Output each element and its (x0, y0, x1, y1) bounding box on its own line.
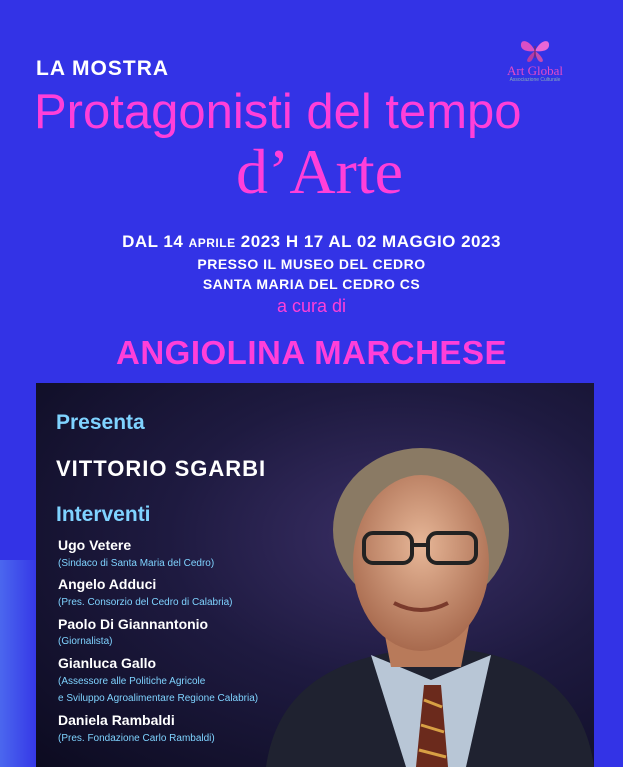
speakers-panel (36, 383, 594, 767)
presenter-portrait (256, 445, 594, 767)
speaker-role: (Assessore alle Politiche Agricole (58, 676, 206, 687)
curator-name: ANGIOLINA MARCHESE (116, 334, 507, 371)
date-prefix: DAL 14 (122, 232, 189, 251)
speaker-role: (Sindaco di Santa Maria del Cedro) (58, 558, 215, 569)
speaker-role: (Pres. Fondazione Carlo Rambaldi) (58, 733, 215, 744)
art-global-logo (500, 38, 570, 83)
date-month: APRILE (188, 236, 236, 250)
interventi-label: Interventi (56, 503, 151, 526)
speaker-name: Gianluca Gallo (58, 655, 157, 671)
speaker-name: Daniela Rambaldi (58, 712, 175, 728)
butterfly-icon (518, 38, 552, 64)
speaker-name: Ugo Vetere (58, 537, 132, 553)
presenta-label: Presenta (56, 411, 145, 434)
event-dates (0, 232, 623, 252)
date-suffix: 2023 H 17 AL 02 MAGGIO 2023 (235, 232, 501, 251)
curator-intro: a cura di (276, 296, 347, 316)
exhibition-subtitle: d’Arte (236, 136, 404, 207)
exhibition-title: Protagonisti del tempo (34, 85, 522, 139)
speaker-role: (Pres. Consorzio del Cedro di Calabria) (58, 597, 233, 608)
event-venue: PRESSO IL MUSEO DEL CEDRO (197, 256, 426, 272)
speaker-role-continued: e Sviluppo Agroalimentare Regione Calabria) (58, 693, 259, 704)
background-decoration (0, 560, 40, 767)
event-place: SANTA MARIA DEL CEDRO CS (202, 276, 421, 292)
exhibition-label: LA MOSTRA (36, 57, 170, 80)
speaker-name: Paolo Di Giannantonio (58, 616, 209, 632)
presenter-name: VITTORIO SGARBI (56, 456, 267, 481)
logo-name: Art Global (507, 63, 563, 78)
speaker-name: Angelo Adduci (58, 576, 157, 592)
logo-tagline: Associazione Culturale (509, 77, 561, 83)
speaker-role: (Giornalista) (58, 636, 113, 647)
